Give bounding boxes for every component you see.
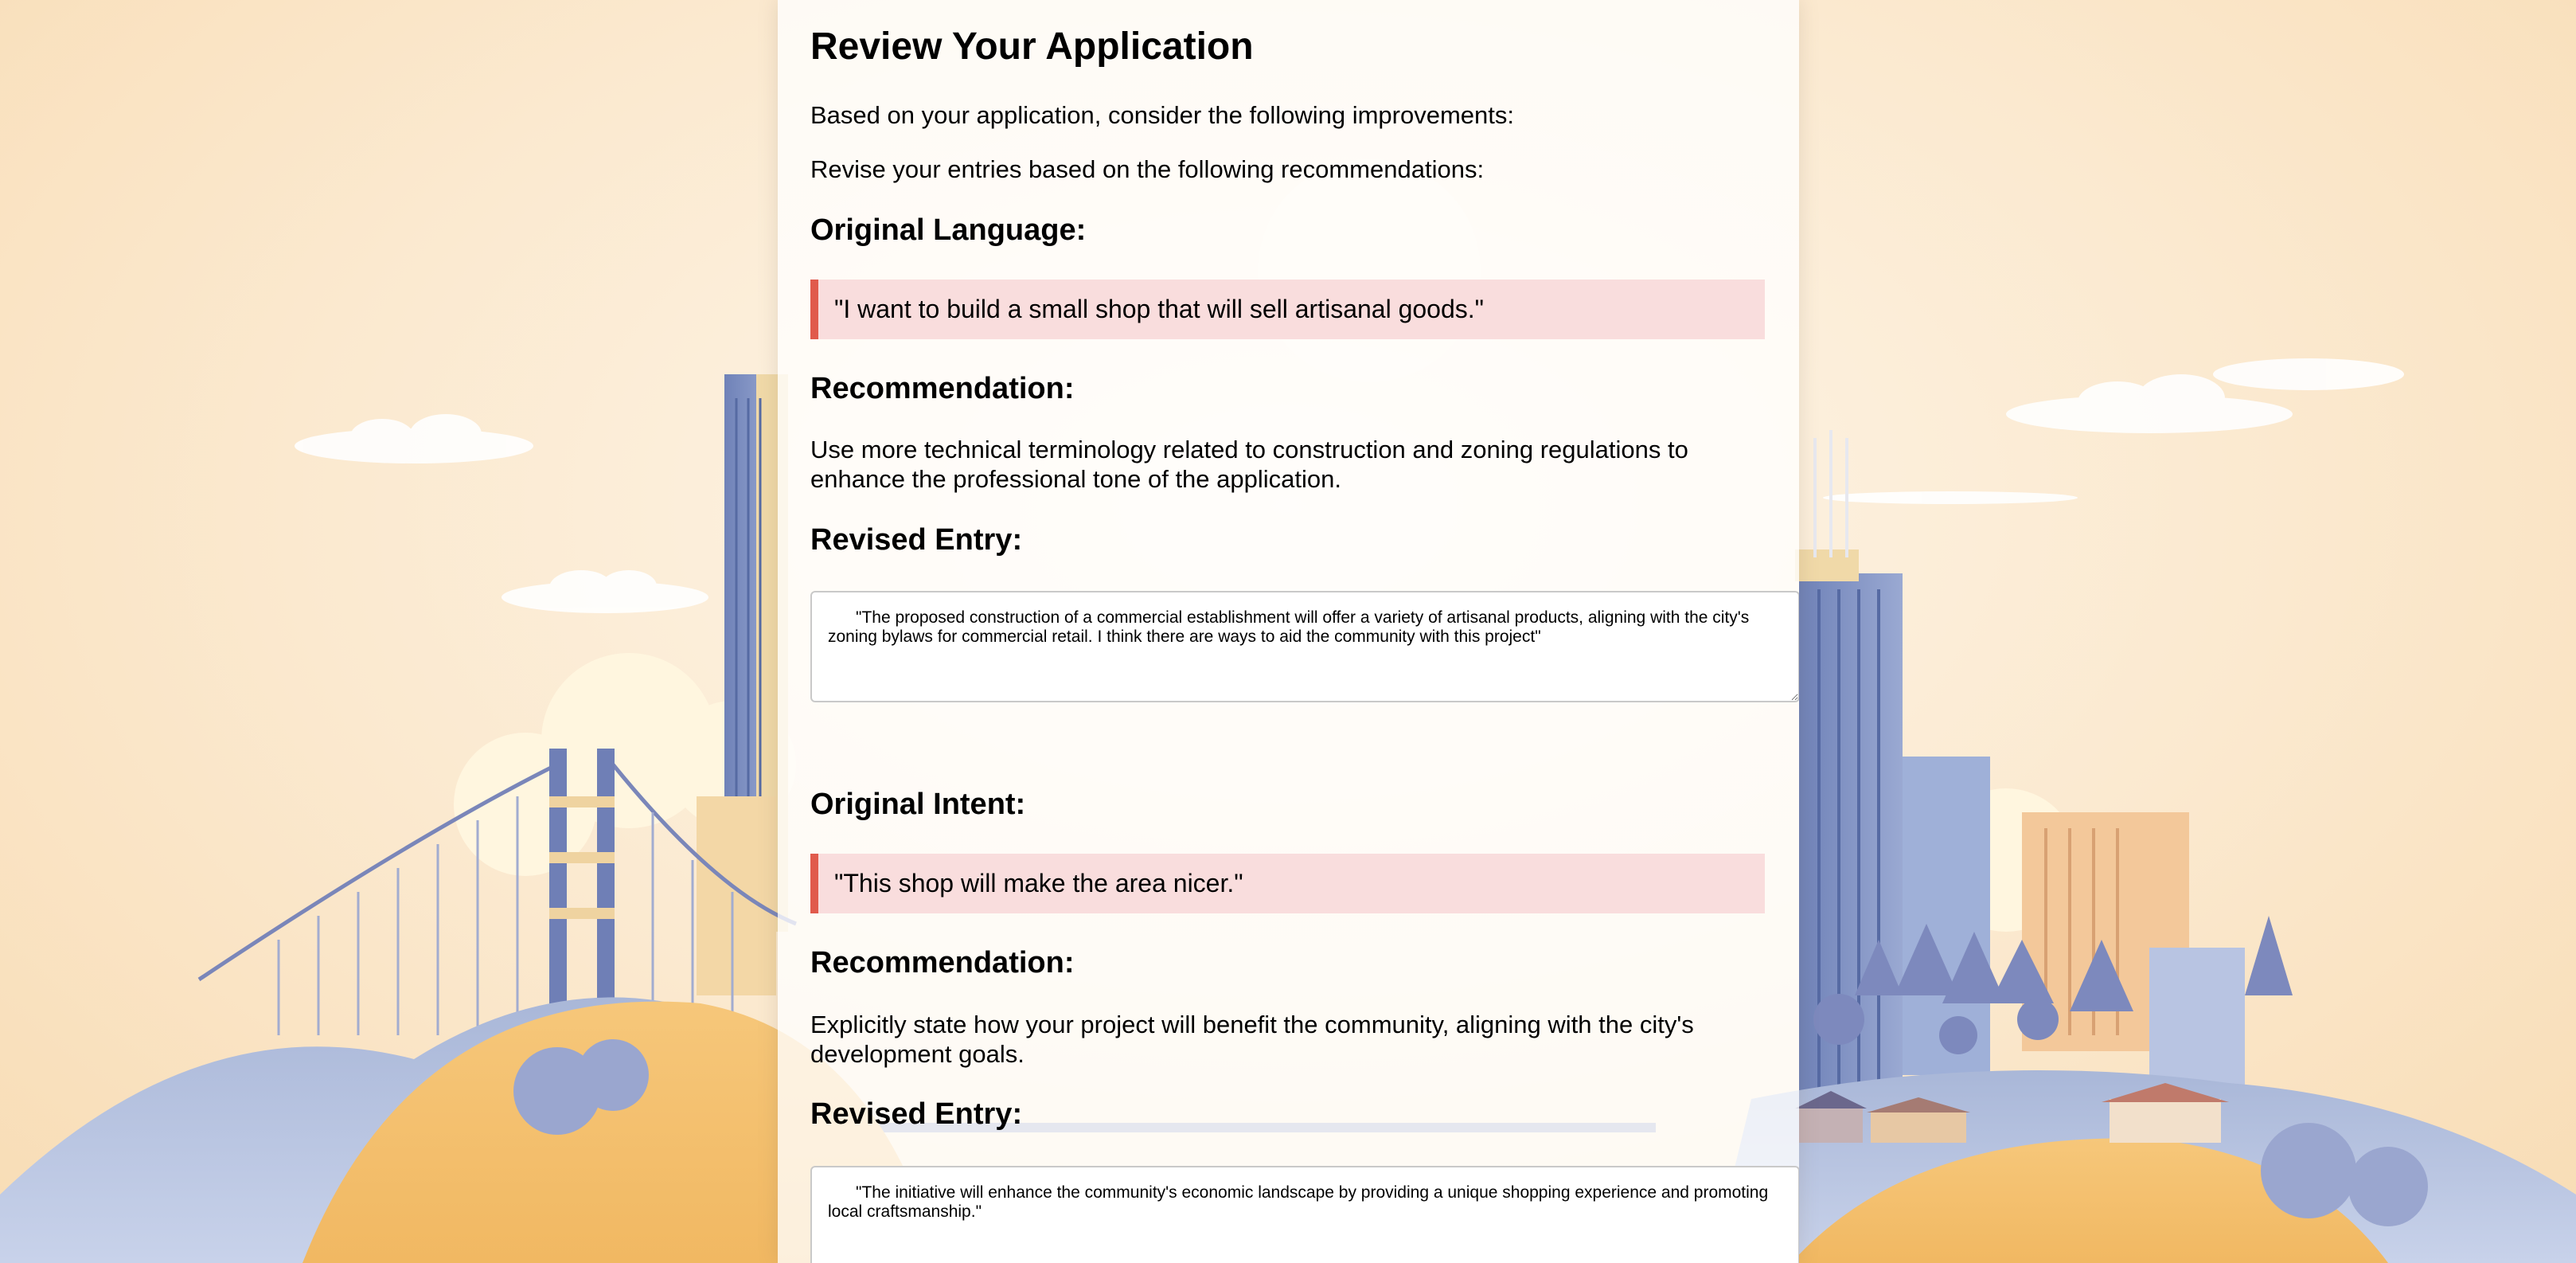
original-intent-quote: "This shop will make the area nicer." [810,854,1765,913]
original-intent-heading: Original Intent: [810,788,1026,821]
instructions-text: Revise your entries based on the following recommendations: [810,155,1485,183]
revised-entry-heading-1: Revised Entry: [810,523,1023,557]
recommendation-text-1: Use more technical terminology related to construction and zoning regulations to enhance the professional tone of the application. [810,436,1688,493]
recommendation-heading-2: Recommendation: [810,946,1075,980]
original-language-heading: Original Language: [810,213,1087,247]
page-title: Review Your Application [810,25,1254,68]
revised-entry-heading-2: Revised Entry: [810,1097,1023,1131]
original-language-quote: "I want to build a small shop that will sell artisanal goods." [810,280,1765,339]
intro-text: Based on your application, consider the following improvements: [810,101,1514,129]
recommendation-heading-1: Recommendation: [810,372,1075,405]
review-card [778,0,1799,1263]
revised-entry-textarea-2[interactable] [810,1166,1799,1263]
recommendation-text-2: Explicitly state how your project will benefit the community, aligning with the city's development goals. [810,1011,1694,1068]
revised-entry-textarea-1[interactable] [810,591,1799,702]
